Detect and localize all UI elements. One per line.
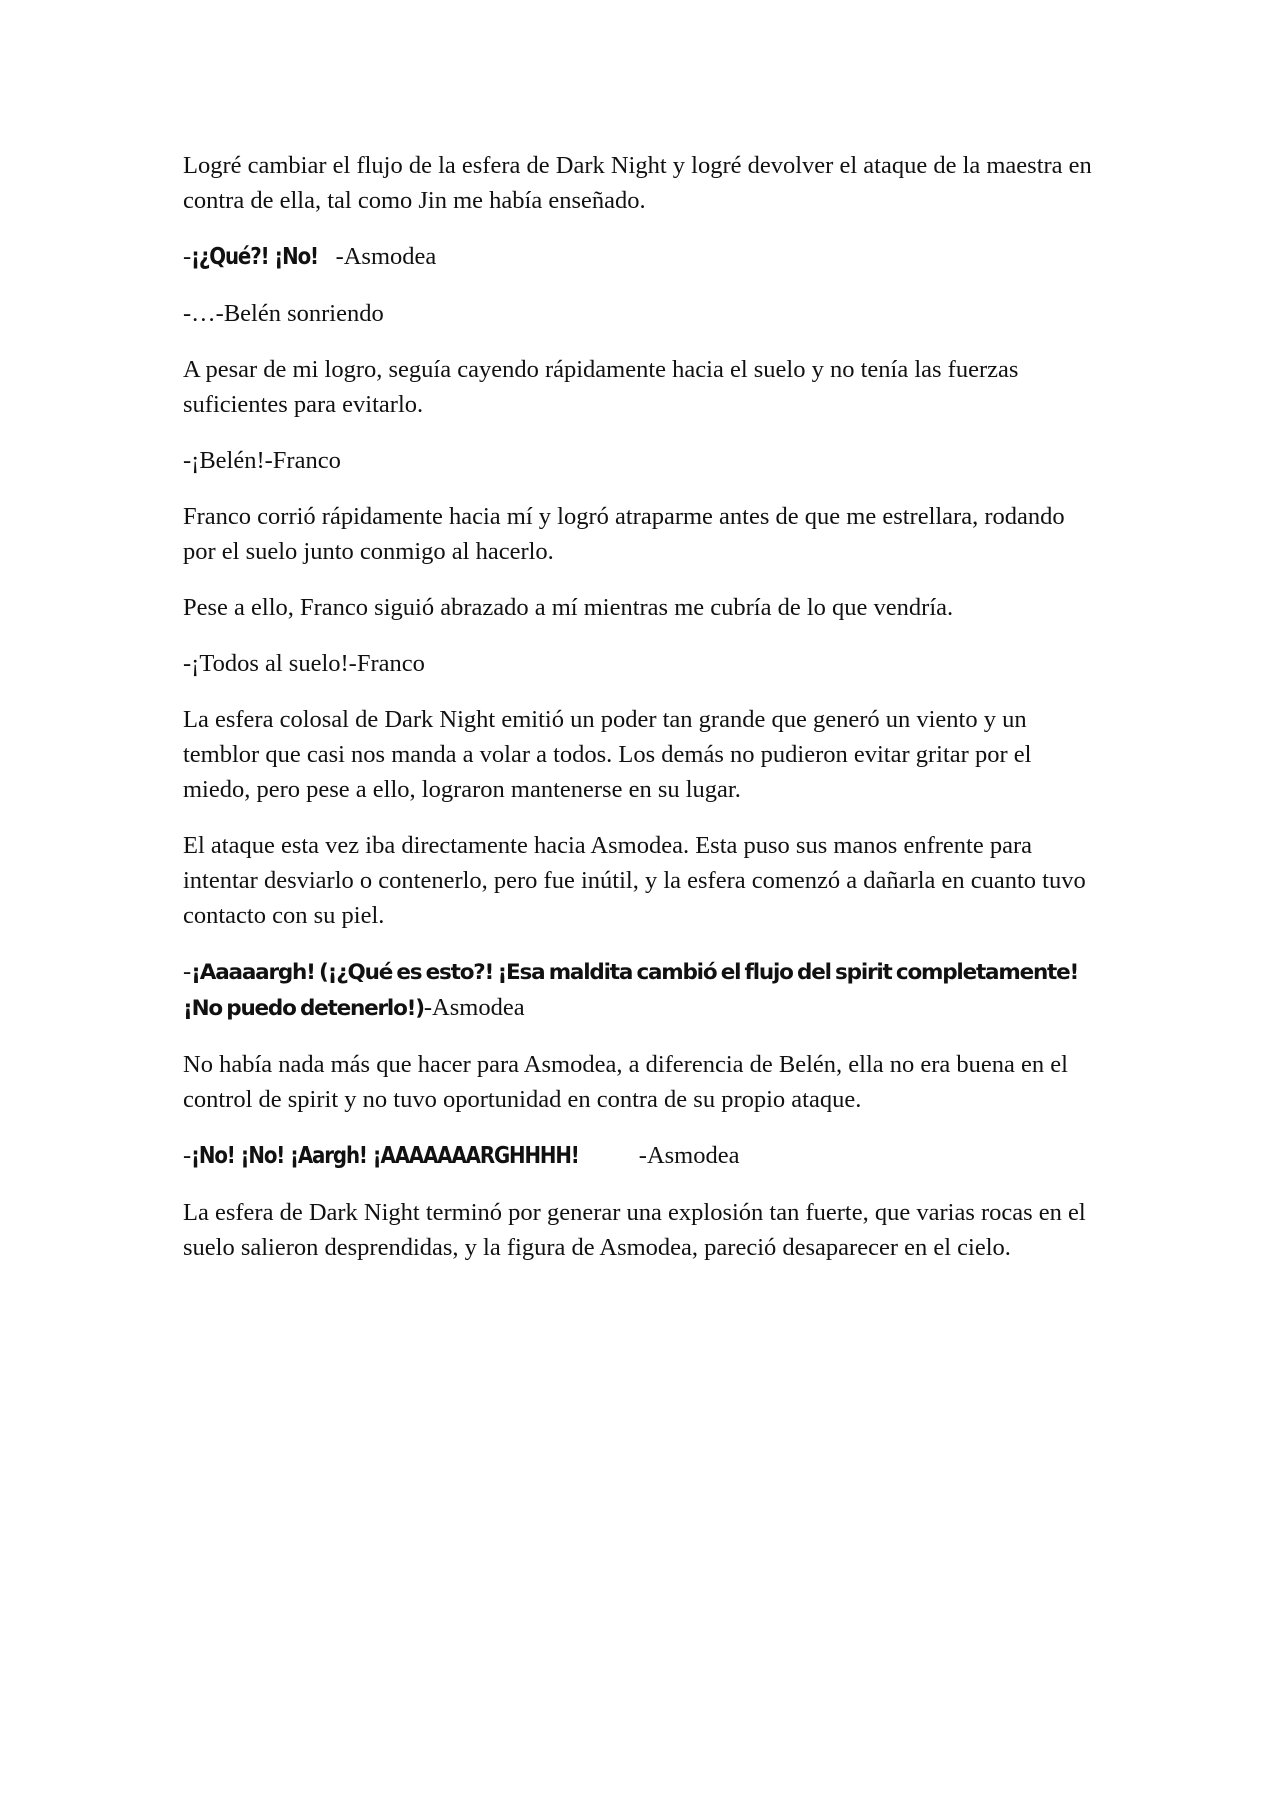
dialogue-speaker: -Asmodea — [423, 994, 525, 1021]
dialogue-speaker: -Asmodea — [335, 243, 437, 270]
paragraph-narration: -¡Todos al suelo!-Franco — [183, 650, 425, 677]
dialogue-shout: ¡¿Qué?! ¡No! — [191, 244, 319, 270]
paragraph-narration: La esfera de Dark Night terminó por generar una explosión tan fuerte, que varias rocas en el suelo salieron desprendidas, y la figura de Asmodea, pareció desaparecer en el cielo. — [183, 1199, 1086, 1261]
paragraph-narration: -¡Belén!-Franco — [183, 447, 341, 474]
paragraph-dialogue — [183, 1138, 1103, 1174]
paragraph-narration: -…-Belén sonriendo — [183, 300, 384, 327]
paragraph-narration: Franco corrió rápidamente hacia mí y logró atraparme antes de que me estrellara, rodando por el suelo junto conmigo al hacerlo. — [183, 503, 1065, 565]
paragraph-narration: La esfera colosal de Dark Night emitió un poder tan grande que generó un viento y un temblor que casi nos manda a volar a todos. Los demás no pudieron evitar gritar por el miedo, pero pese a ello, lograron mantenerse en su lugar. — [183, 706, 1032, 803]
dialogue-dash: - — [183, 1142, 192, 1169]
dialogue-speaker: -Asmodea — [638, 1142, 740, 1169]
paragraph-narration: Logré cambiar el flujo de la esfera de Dark Night y logré devolver el ataque de la maestra en contra de ella, tal como Jin me había enseñado. — [183, 152, 1092, 214]
document-body — [183, 148, 1103, 1286]
paragraph-dialogue — [183, 239, 1103, 275]
dialogue-dash: - — [183, 243, 192, 270]
paragraph-narration: El ataque esta vez iba directamente hacia Asmodea. Esta puso sus manos enfrente para intentar desviarlo o contenerlo, pero fue inútil, y la esfera comenzó a dañarla en cuanto tuvo contacto con su piel. — [183, 832, 1086, 929]
dialogue-dash: - — [183, 958, 192, 985]
dialogue-shout: ¡Aaaaargh! (¡¿Qué es esto?! ¡Esa maldita cambió el flujo del spirit completamente! ¡No puedo detenerlo!) — [183, 960, 1079, 1021]
paragraph-narration: Pese a ello, Franco siguió abrazado a mí mientras me cubría de lo que vendría. — [183, 594, 954, 621]
dialogue-shout: ¡No! ¡No! ¡Aargh! ¡AAAAAAARGHHHH! — [191, 1143, 579, 1169]
paragraph-narration: A pesar de mi logro, seguía cayendo rápidamente hacia el suelo y no tenía las fuerzas suficientes para evitarlo. — [183, 356, 1019, 418]
paragraph-narration: No había nada más que hacer para Asmodea, a diferencia de Belén, ella no era buena en el control de spirit y no tuvo oportunidad en contra de su propio ataque. — [183, 1051, 1068, 1113]
paragraph-dialogue-long — [183, 954, 1103, 1026]
